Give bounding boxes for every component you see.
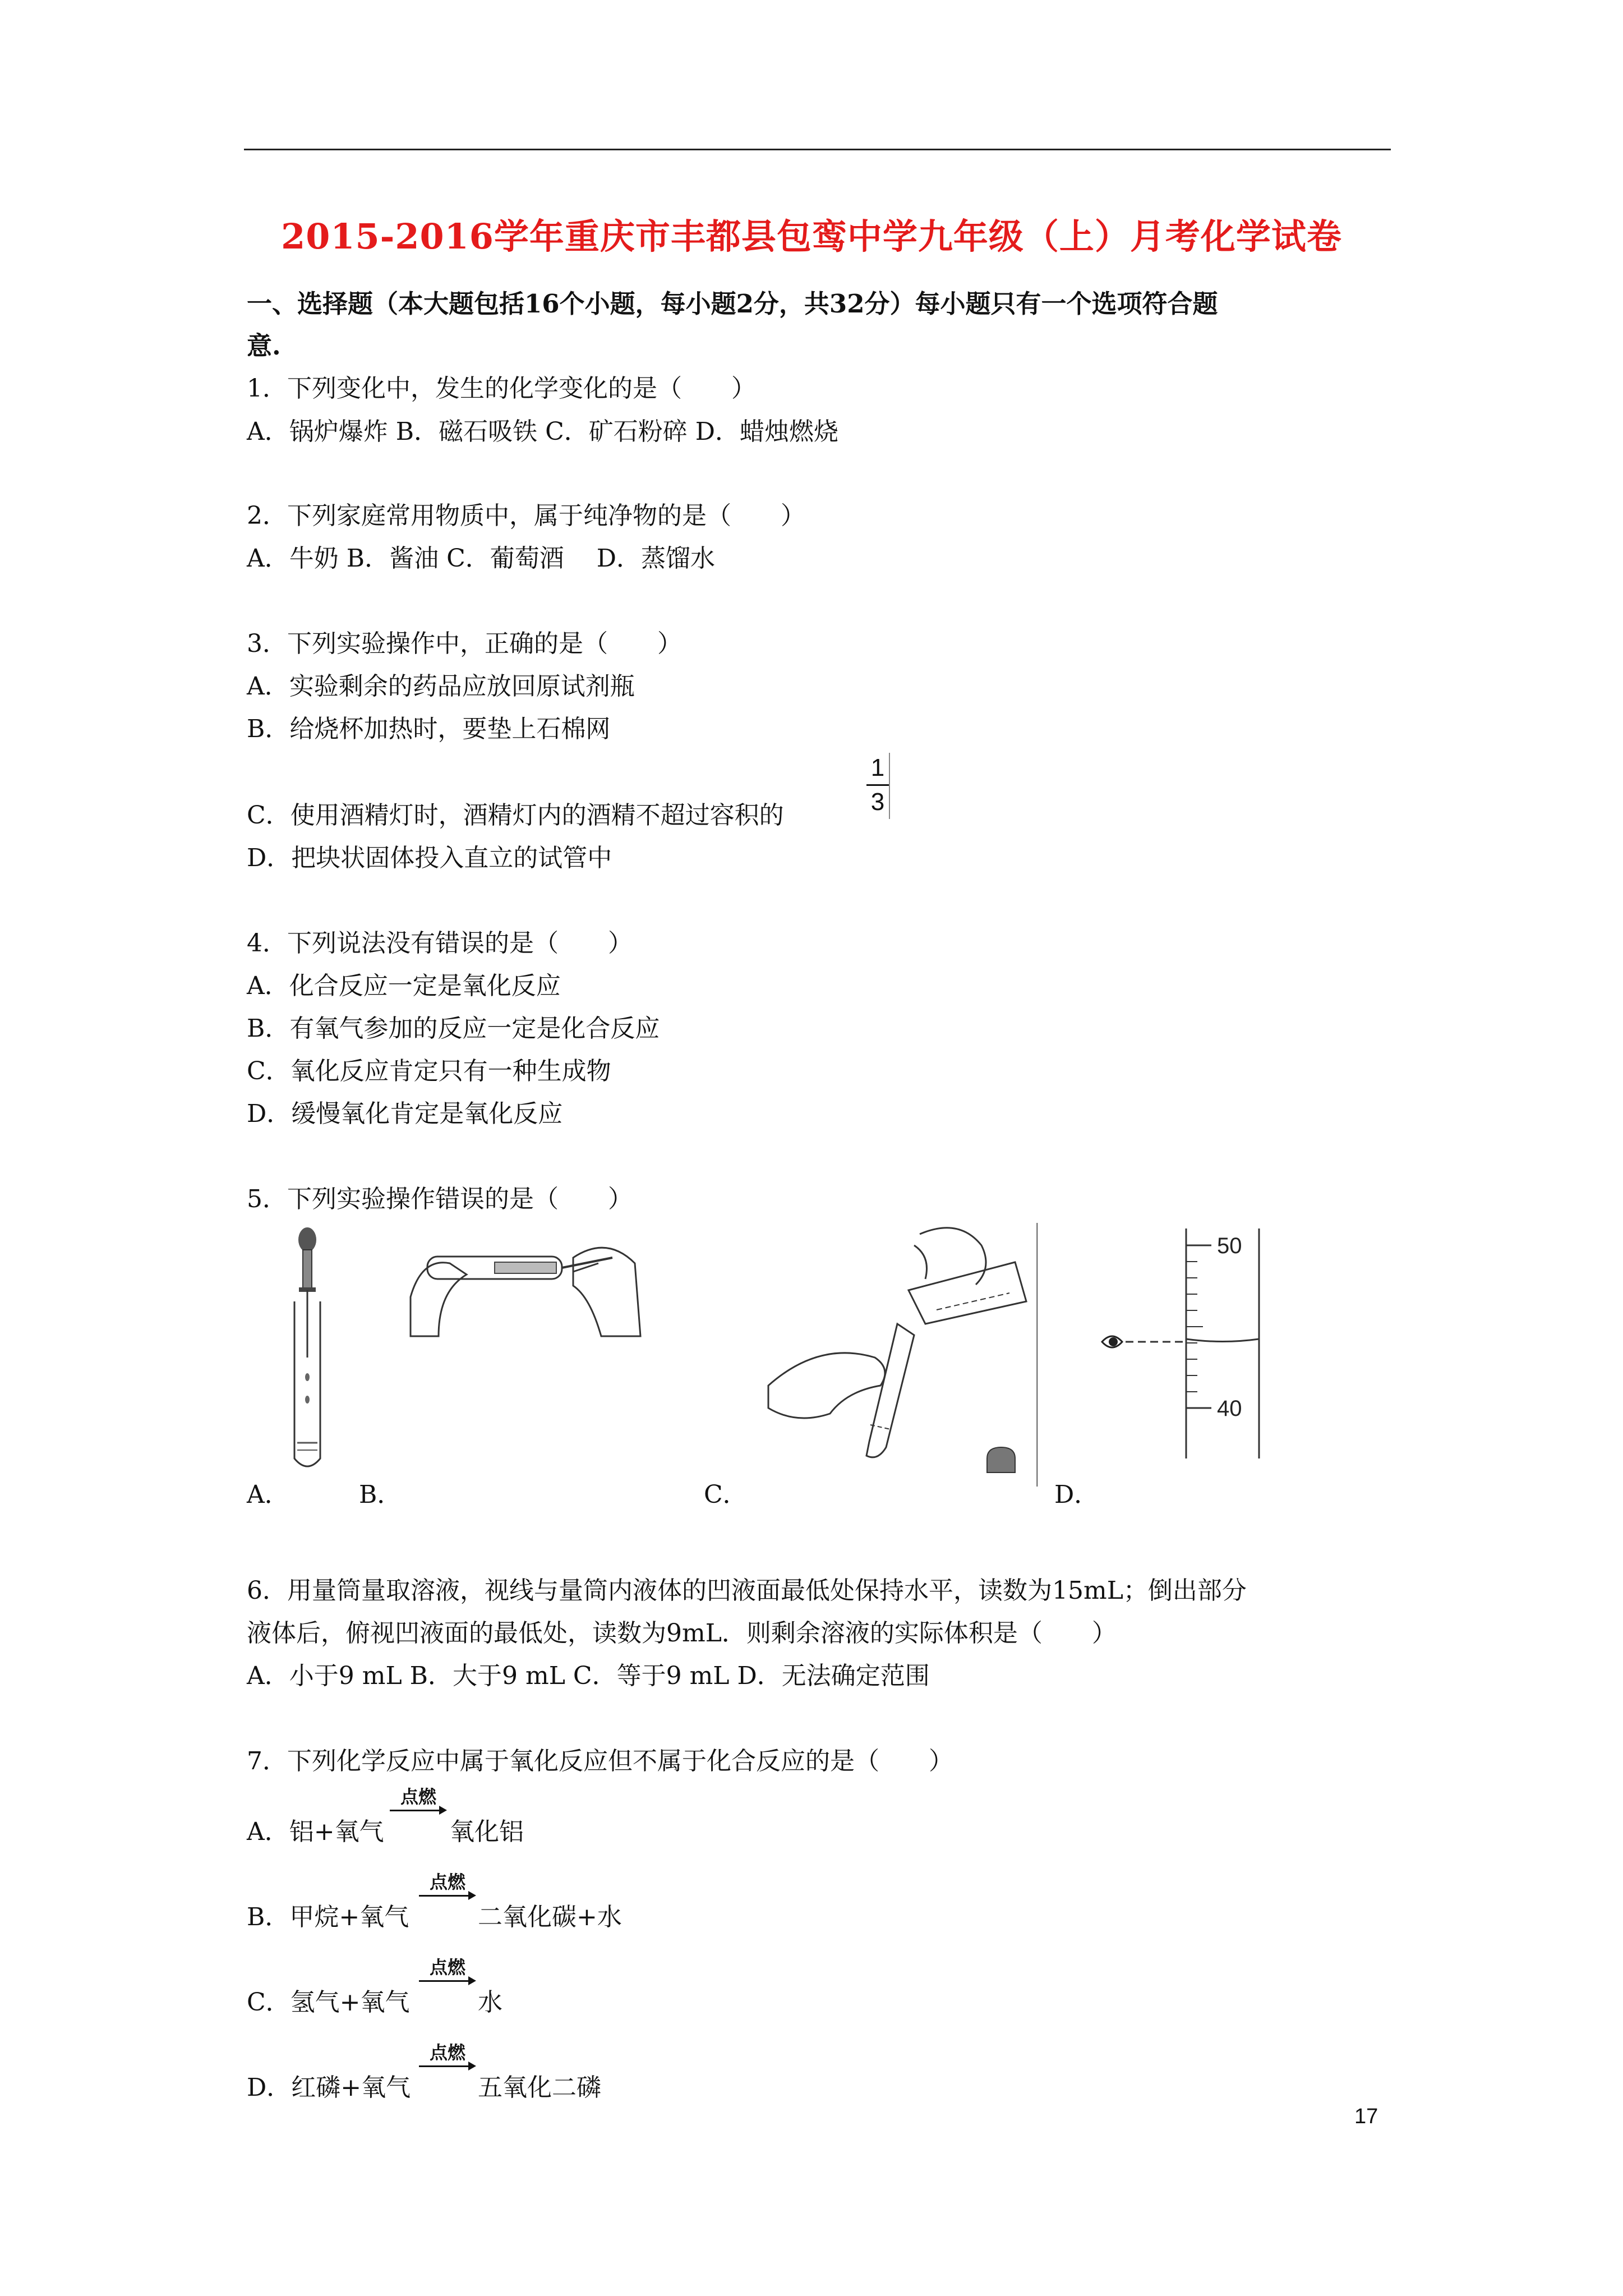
question-7-option-b-right: 二氧化碳+水 <box>478 1903 622 1931</box>
question-4-option-c: C．氧化反应肯定只有一种生成物 <box>247 1057 611 1085</box>
reaction-arrow-d <box>419 2039 476 2072</box>
section-heading: 一、选择题（本大题包括16个小题，每小题2分，共32分）每小题只有一个选项符合题 <box>247 289 1218 319</box>
question-7-option-c-left: C．氢气+氧气 <box>247 1988 410 2017</box>
question-4-stem: 4．下列说法没有错误的是（ ） <box>247 929 633 958</box>
question-7-option-d-right: 五氧化二磷 <box>478 2073 601 2102</box>
question-2-stem: 2．下列家庭常用物质中，属于纯净物的是（ ） <box>247 501 805 530</box>
question-3-option-d: D．把块状固体投入直立的试管中 <box>247 844 612 872</box>
question-4-option-b: B．有氧气参加的反应一定是化合反应 <box>247 1014 660 1043</box>
question-3-option-b: B．给烧杯加热时，要垫上石棉网 <box>247 715 611 743</box>
arrow-shaft <box>419 1980 471 1982</box>
page-title: 2015-2016学年重庆市丰都县包鸾中学九年级（上）月考化学试卷 <box>281 216 1342 257</box>
fraction-one-third <box>866 753 889 817</box>
question-7-option-a-left: A．铝+氧气 <box>247 1818 384 1846</box>
figure-a-label: A． <box>247 1480 289 1509</box>
question-6-stem-line-1: 6．用量筒量取溶液，视线与量筒内液体的凹液面最低处保持水平，读数为15mL；倒出部分 <box>247 1576 1247 1605</box>
question-1-stem: 1．下列变化中，发生的化学变化的是（ ） <box>247 374 756 403</box>
arrow-shaft <box>419 1895 471 1897</box>
fraction-denominator: 3 <box>870 788 885 816</box>
fraction-edge <box>889 753 890 819</box>
question-7-option-a-right: 氧化铝 <box>450 1818 524 1846</box>
question-7-option-b-left: B．甲烷+氧气 <box>247 1903 409 1931</box>
question-7-option-c-right: 水 <box>478 1988 502 2017</box>
question-4-option-a: A．化合反应一定是氧化反应 <box>247 972 561 1000</box>
arrow-head-icon <box>468 2062 476 2070</box>
figure-c-pouring <box>746 1223 1038 1487</box>
condition-label: 点燃 <box>400 1786 436 1807</box>
arrow-head-icon <box>439 1806 447 1815</box>
question-7-stem: 7．下列化学反应中属于氧化反应但不属于化合反应的是（ ） <box>247 1747 953 1775</box>
figure-b-label: B． <box>359 1480 402 1509</box>
condition-label: 点燃 <box>429 2042 465 2063</box>
header-rule <box>244 149 1391 150</box>
section-heading-cont: 意. <box>247 331 281 361</box>
question-6-options: A．小于9 mL B．大于9 mL C．等于9 mL D．无法确定范围 <box>247 1662 930 1690</box>
figure-a-dropper <box>283 1223 345 1481</box>
fraction-numerator: 1 <box>870 754 885 781</box>
question-7-option-d-left: D．红磷+氧气 <box>247 2073 411 2102</box>
reaction-arrow-b <box>419 1868 476 1902</box>
arrow-shaft <box>419 2065 471 2067</box>
question-3-option-a: A．实验剩余的药品应放回原试剂瓶 <box>247 672 635 701</box>
question-2-options: A．牛奶 B．酱油 C．葡萄酒 D．蒸馏水 <box>247 544 716 573</box>
cylinder-top-mark: 50 <box>1217 1234 1242 1258</box>
question-4-option-d: D．缓慢氧化肯定是氧化反应 <box>247 1099 563 1128</box>
figure-b-test-tube-hands <box>405 1224 646 1353</box>
question-3-option-c: C．使用酒精灯时，酒精灯内的酒精不超过容积的 <box>247 801 784 830</box>
question-3-stem: 3．下列实验操作中，正确的是（ ） <box>247 629 682 658</box>
arrow-head-icon <box>468 1976 476 1985</box>
condition-label: 点燃 <box>429 1957 465 1978</box>
reaction-arrow-c <box>419 1953 476 1987</box>
page-number: 17 <box>1354 2105 1378 2128</box>
question-1-options: A．锅炉爆炸 B．磁石吸铁 C．矿石粉碎 D．蜡烛燃烧 <box>247 417 839 446</box>
figure-d-label: D． <box>1054 1480 1099 1509</box>
figure-c-label: C． <box>704 1480 748 1509</box>
reaction-arrow-a <box>390 1783 447 1816</box>
question-6-stem-line-2: 液体后，俯视凹液面的最低处，读数为9mL．则剩余溶液的实际体积是（ ） <box>247 1619 1117 1648</box>
arrow-head-icon <box>468 1891 476 1900</box>
figure-d-cylinder-reading <box>1096 1223 1267 1458</box>
condition-label: 点燃 <box>429 1871 465 1893</box>
cylinder-bottom-mark: 40 <box>1217 1396 1242 1421</box>
question-5-stem: 5．下列实验操作错误的是（ ） <box>247 1185 633 1213</box>
fraction-bar <box>866 784 889 786</box>
arrow-shaft <box>390 1810 441 1811</box>
